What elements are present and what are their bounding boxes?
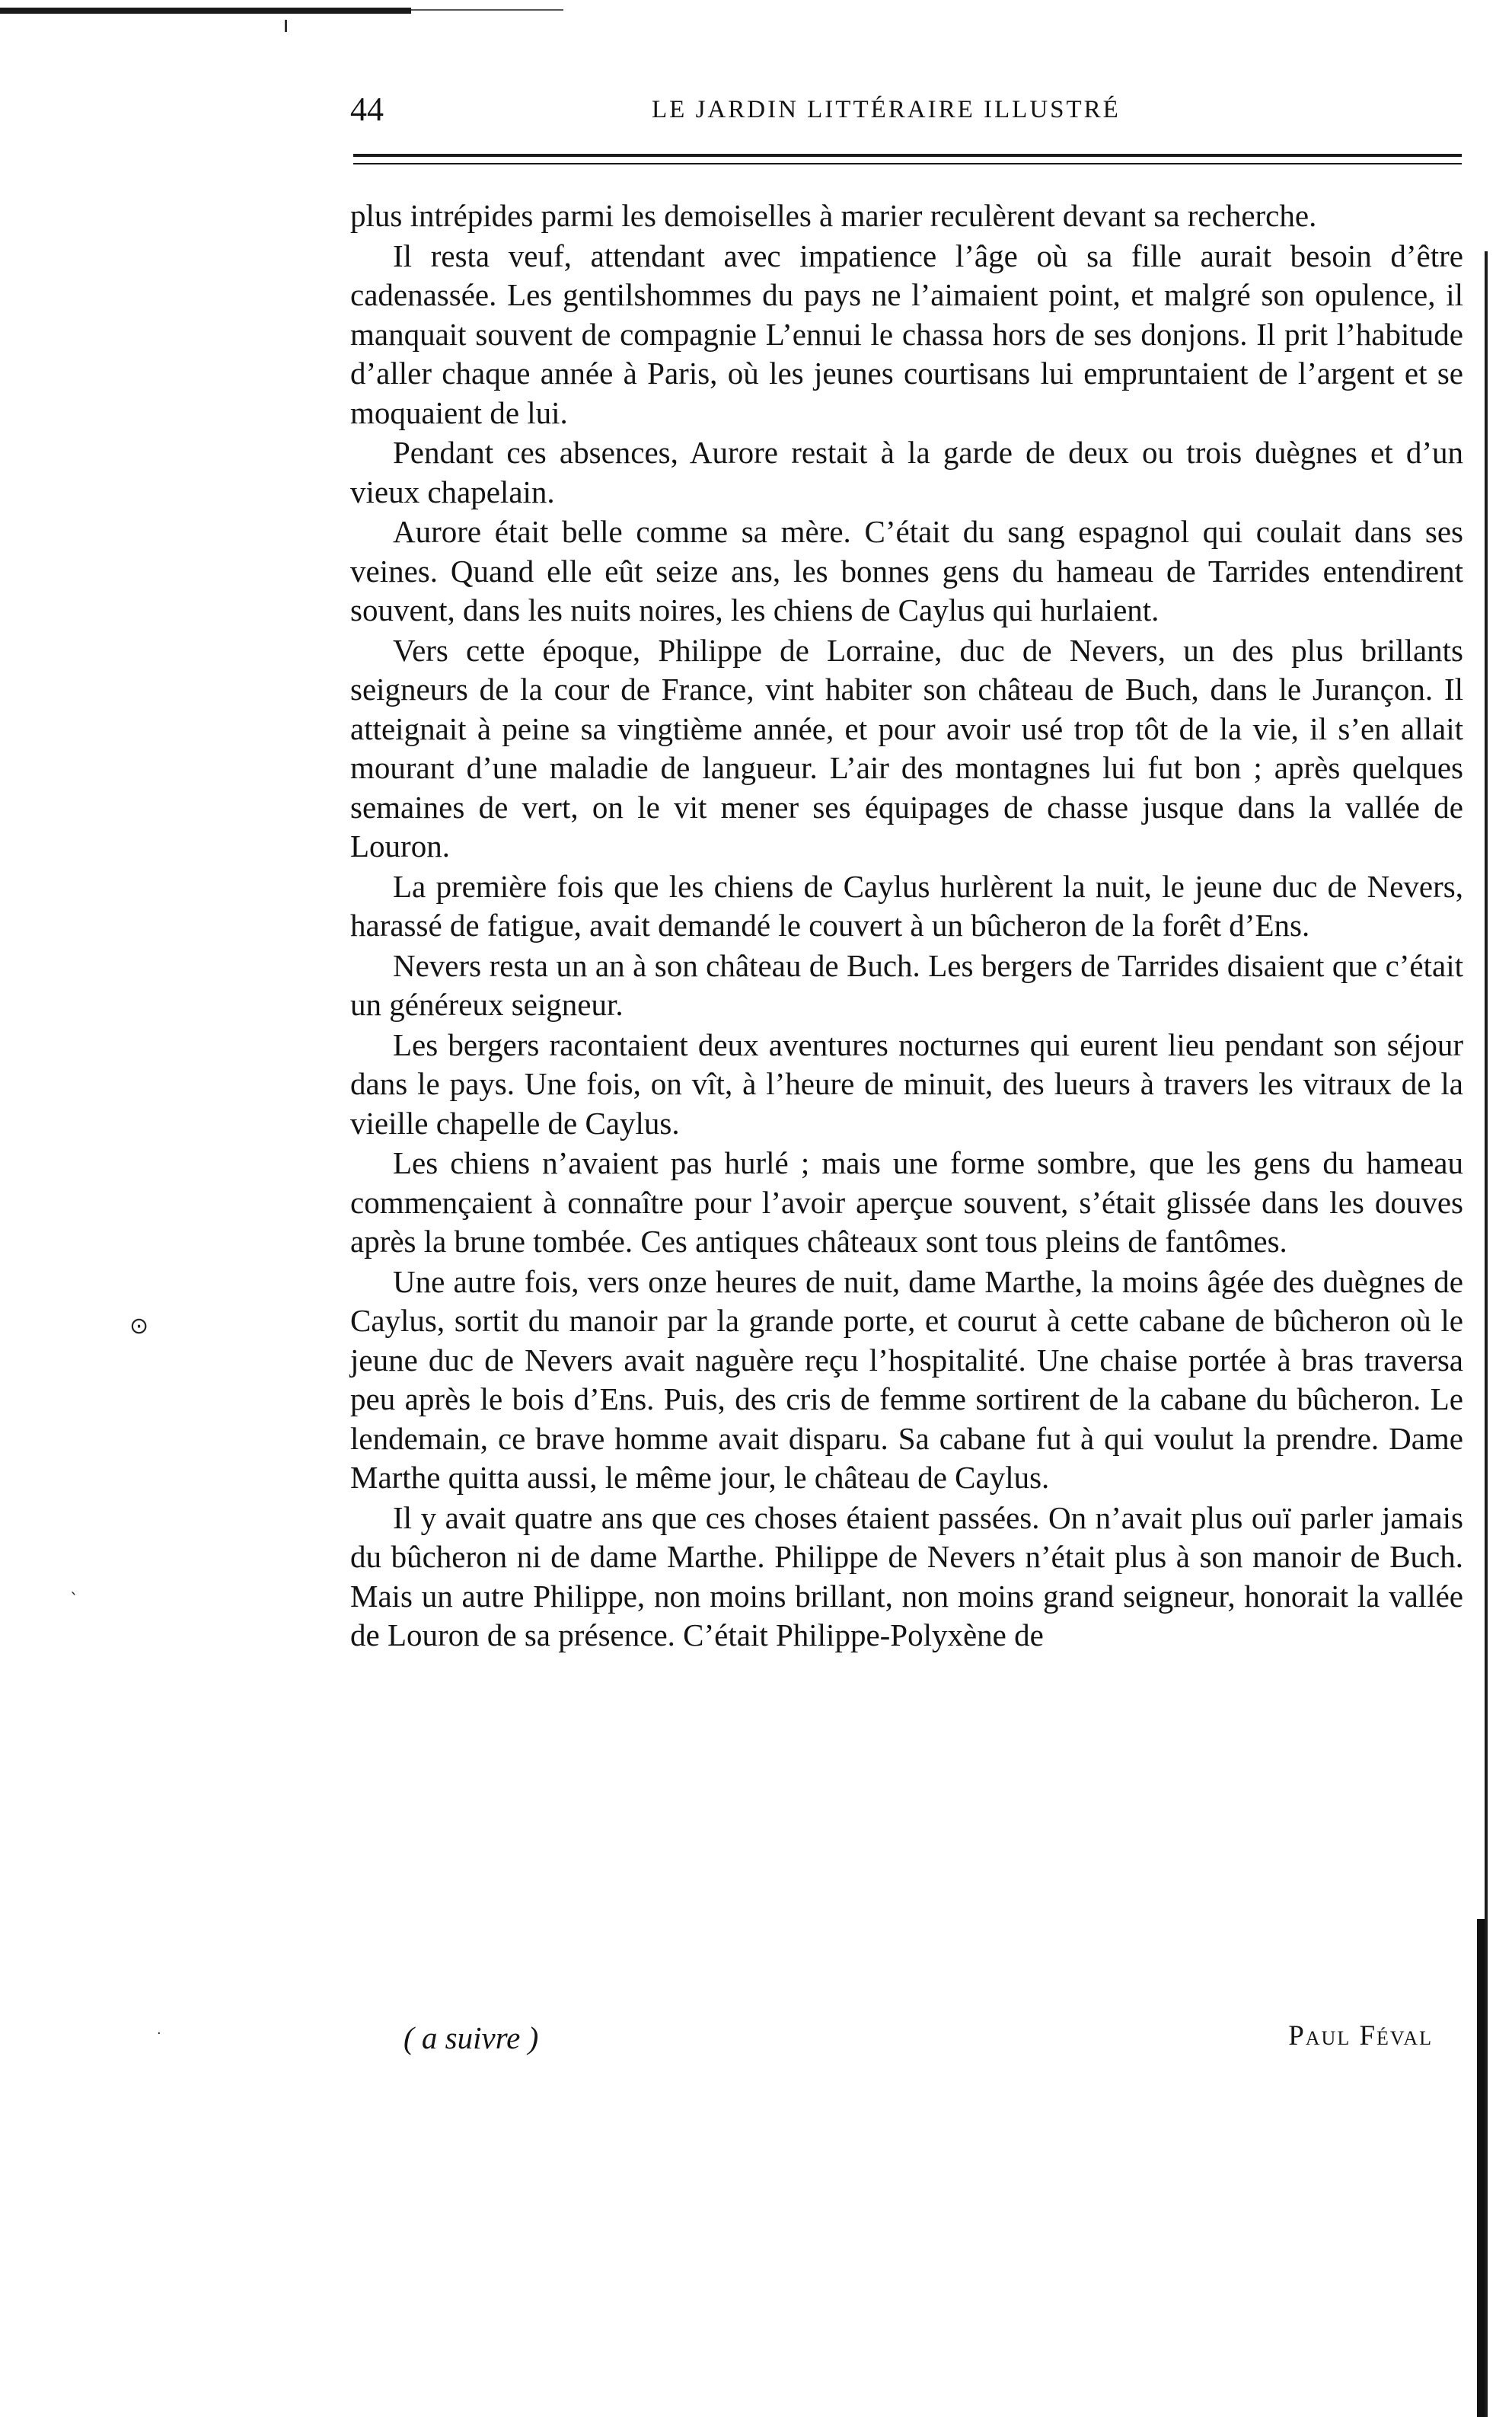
- scan-speck: ˎ: [70, 1576, 78, 1595]
- running-header: [350, 90, 1462, 136]
- scan-artifact-rule: [0, 8, 411, 14]
- page-edge-shadow: [1485, 251, 1488, 2417]
- paragraph: Il y avait quatre ans que ces choses étaient passées. On n’avait plus ouï parler jamais du bûcheron ni de dame Marthe. Philippe de Nevers n’était plus à son manoir de Buch. Mais un autre Philippe, non moins brillant, non moins grand seigneur, honorait la vallée de Louron de sa présence. C’était Philippe-Polyxène de: [350, 1499, 1463, 1652]
- scan-artifact-rule: [411, 9, 563, 11]
- paragraph: Les bergers racontaient deux aventures nocturnes qui eurent lieu pendant son séjour dans le pays. Une fois, on vît, à l’heure de minuit, des lueurs à travers les vitraux de la vieille chapelle de Caylus.: [350, 1027, 1463, 1141]
- author-name: Paul Féval: [1288, 2020, 1433, 2051]
- header-rule: [353, 163, 1462, 164]
- paragraph: Aurore était belle comme sa mère. C’était du sang espagnol qui coulait dans ses veines. Quand elle eût seize ans, les bonnes gens du hameau de Tarrides entendirent souvent, dans les nuits noires, les chiens de Caylus qui hurlaient.: [350, 514, 1463, 627]
- paragraph: Les chiens n’avaient pas hurlé ; mais une forme sombre, que les gens du hameau commençaient à connaître pour l’avoir aperçue souvent, s’était glissée dans les douves après la brune tombée. Ces antiques châteaux sont tous pleins de fantômes.: [350, 1145, 1463, 1259]
- to-be-continued-note: ( a suivre ): [404, 2020, 539, 2055]
- page-number: 44: [350, 91, 384, 128]
- paragraph: Il resta veuf, attendant avec impatience l’âge où sa fille aurait besoin d’être cadenassée. Les gentilshommes du pays ne l’aimaient point, et malgré son opulence, il manquait souvent de compagnie L’ennui le chassa hors de ses donjons. Il prit l’habitude d’aller chaque année à Paris, où les jeunes courtisans lui empruntaient de l’argent et se moquaient de lui.: [350, 238, 1463, 430]
- paragraph: Une autre fois, vers onze heures de nuit, dame Marthe, la moins âgée des duègnes de Caylus, sortit du manoir par la grande porte, et courut à cette cabane de bûcheron où le jeune duc de Nevers avait naguère reçu l’hospitalité. Une chaise portée à bras traversa peu après le bois d’Ens. Puis, des cris de femme sortirent de la cabane du bûcheron. Le lendemain, ce brave homme avait disparu. Sa cabane fut à qui voulut la prendre. Dame Marthe quitta aussi, le même jour, le château de Caylus.: [350, 1263, 1463, 1495]
- scan-artifact-mark: [285, 20, 287, 32]
- scan-speck: ·: [157, 2026, 161, 2042]
- ornament-mark: ⊙: [129, 1313, 149, 1339]
- page-edge-shadow: [1477, 1919, 1485, 2417]
- paragraph: Vers cette époque, Philippe de Lorraine, duc de Nevers, un des plus brillants seigneurs de la cour de France, vint habiter son château de Buch, dans le Jurançon. Il atteignait à peine sa vingtième année, et pour avoir usé trop tôt de la vie, il s’en allait mourant d’une maladie de langueur. L’air des montagnes lui fut bon ; après quelques semaines de vert, on le vit mener ses équipages de chasse jusque dans la vallée de Louron.: [350, 632, 1463, 864]
- running-title: LE JARDIN LITTÉRAIRE ILLUSTRÉ: [652, 96, 1121, 123]
- article-body: [350, 196, 1463, 1656]
- paragraph: plus intrépides parmi les demoiselles à marier reculèrent devant sa recherche.: [350, 198, 1317, 233]
- paragraph: La première fois que les chiens de Caylus hurlèrent la nuit, le jeune duc de Nevers, harassé de fatigue, avait demandé le couvert à un bûcheron de la forêt d’Ens.: [350, 868, 1463, 943]
- paragraph: Nevers resta un an à son château de Buch. Les bergers de Tarrides disaient que c’était un généreux seigneur.: [350, 947, 1463, 1022]
- header-rule: [353, 154, 1462, 157]
- signoff: [350, 2019, 1463, 2062]
- paragraph: Pendant ces absences, Aurore restait à la garde de deux ou trois duègnes et d’un vieux chapelain.: [350, 435, 1463, 509]
